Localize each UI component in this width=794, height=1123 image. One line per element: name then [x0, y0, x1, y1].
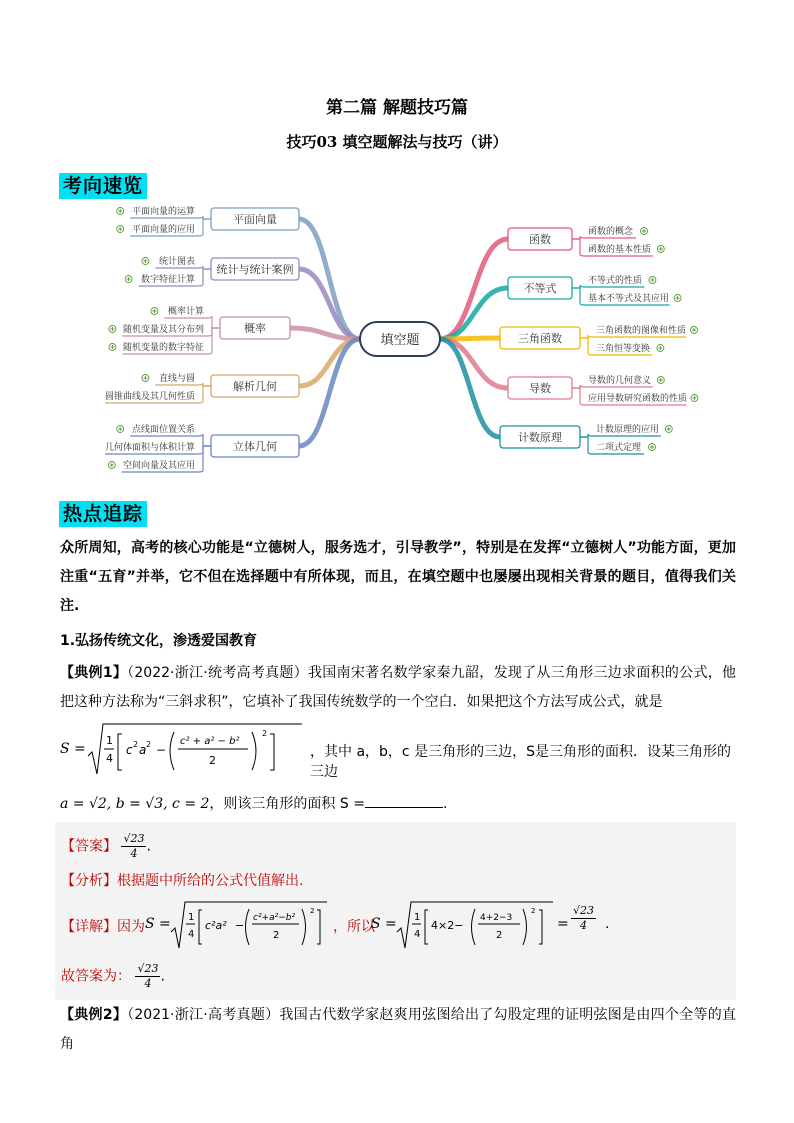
mindmap-leaf-label: 随机变量的数字特征 [122, 343, 204, 353]
mindmap-leaf-label: 随机变量及其分布列 [122, 325, 204, 335]
detail-formula-1 [169, 900, 329, 952]
mindmap-leaf-label: 三角恒等变换 [596, 344, 651, 354]
plus-circle-icon [127, 277, 131, 281]
mindmap-leaf-label: 概率计算 [167, 307, 204, 317]
mindmap-leaf-label: 平面向量的运算 [131, 207, 195, 217]
mindmap-leaf-label: 三角函数的图像和性质 [596, 326, 687, 336]
plus-circle-icon [110, 463, 114, 467]
plus-circle-icon [659, 247, 663, 251]
plus-circle-icon [110, 327, 114, 331]
detail-formula-2 [395, 900, 555, 952]
svg-text:1: 1 [414, 912, 421, 923]
svg-text:2: 2 [209, 754, 216, 767]
analysis-line [61, 870, 303, 890]
mindmap-leaf-label: 二项式定理 [596, 443, 642, 453]
mindmap-leaf-label: 导数的几何意义 [588, 376, 652, 386]
svg-text:c²a²: c²a² [205, 919, 227, 932]
mindmap-branch [299, 219, 360, 339]
mindmap-node-label: 统计与统计案例 [216, 263, 294, 276]
mindmap-leaf-label: 几何体面积与体积计算 [104, 443, 195, 453]
mindmap-leaf-label: 平面向量的应用 [131, 225, 195, 235]
example-2-text: 我国古代数学家赵爽用弦图给出了勾股定理的证明弦图是由四个全等的直角 [60, 1007, 736, 1052]
final-prefix: 故答案为： [61, 968, 131, 985]
svg-text:2: 2 [133, 740, 139, 749]
analysis-text: 根据题中所给的公式代值解出. [117, 873, 304, 889]
plus-circle-icon [650, 445, 654, 449]
answer-blank [365, 793, 443, 808]
svg-text:2: 2 [496, 930, 503, 941]
svg-text:4: 4 [106, 752, 113, 765]
svg-text:1: 1 [106, 734, 113, 747]
mindmap-node-label: 计数原理 [518, 431, 562, 444]
plus-circle-icon [118, 427, 122, 431]
plus-circle-icon [143, 259, 147, 263]
svg-text:4+2−3: 4+2−3 [480, 913, 513, 923]
intro-paragraph: 众所周知，高考的核心功能是“立德树人，服务选才，引导教学”，特别是在发挥“立德树人”功能方面，更加注重“五育”并举，它不但在选择题中有所体现，而且，在填空题中也屡屡出现相关背景的题目，值得我们关注. [60, 540, 736, 614]
svg-text:−: − [235, 919, 245, 932]
mindmap-node-label: 三角函数 [518, 332, 562, 345]
mindmap-node-label: 导数 [529, 382, 551, 395]
mindmap-node-label: 不等式 [523, 282, 557, 295]
final-answer-line: 故答案为： $\frac{√23}{4}$ . [61, 962, 165, 990]
example-1-text-a: 我国南宋著名数学家秦九韶，发现了从三角形三边求面积的公式，他把这种方法称为“三斜求积”，它填补了我国传统数学的一个空白．如果把这个方法写成公式，就是 [60, 665, 737, 710]
example-2 [60, 1001, 736, 1059]
answer-box [55, 822, 736, 1000]
mindmap-leaf-label: 计数原理的应用 [596, 425, 660, 435]
plus-circle-icon [692, 396, 696, 400]
svg-text:c²+a²−b²: c²+a²−b² [253, 913, 296, 923]
svg-text:c: c [126, 743, 133, 757]
plus-circle-icon [118, 227, 122, 231]
example-1-text-b: ，其中 a，b，c 是三角形的三边，S是三角形的面积．设某三角形的三边 [310, 744, 731, 780]
analysis-label: 【分析】 [61, 873, 117, 889]
example-1-label: 【典例1】 [60, 665, 128, 681]
plus-circle-icon [650, 278, 654, 282]
final-fraction: $\frac{√23}{4}$ [137, 962, 159, 990]
mindmap-leaf-label: 函数的基本性质 [588, 245, 652, 255]
page-title: 第二篇 解题技巧篇 [326, 98, 468, 118]
svg-text:2: 2 [273, 930, 280, 941]
plus-circle-icon [642, 229, 646, 233]
answer-line: 【答案】 $\frac{√23}{4}$ . [61, 832, 151, 860]
page-subtitle: 技巧03 填空题解法与技巧（讲） [286, 133, 508, 151]
detail-s2: S = [371, 916, 397, 932]
mindmap-leaf-label: 函数的概念 [588, 227, 634, 237]
section-hotspot-label: 热点追踪 [59, 501, 147, 527]
svg-text:a: a [139, 743, 147, 757]
detail-s: S = [145, 916, 171, 932]
detail-line: 【详解】 因为 S = 1 4 c²a² − c²+a²−b² 2 2 ，所以 S = 1 4 4×2− 4+2−3 2 2 = $\frac{√23}{4}$ . [61, 900, 731, 952]
example-2-label: 【典例2】 [60, 1007, 128, 1023]
svg-text:2: 2 [146, 740, 152, 749]
mindmap-node-label: 立体几何 [233, 440, 277, 453]
topic-heading: 1.弘扬传统文化，渗透爱国教育 [60, 633, 258, 649]
plus-circle-icon [692, 328, 696, 332]
plus-circle-icon [667, 427, 671, 431]
mindmap-leaf-label: 应用导数研究函数的性质 [588, 394, 688, 404]
svg-text:4×2−: 4×2− [431, 919, 464, 932]
answer-label: 【答案】 [61, 838, 117, 855]
mindmap-center-label: 填空题 [380, 333, 420, 348]
svg-text:1: 1 [188, 912, 195, 923]
plus-circle-icon [658, 346, 662, 350]
conditions-line [60, 793, 447, 813]
mindmap-leaf-label: 数字特征计算 [140, 275, 195, 285]
mindmap [100, 192, 700, 492]
detail-result: $\frac{√23}{4}$ [573, 904, 595, 932]
mindmap-leaf-label: 不等式的性质 [588, 276, 643, 286]
svg-text:4: 4 [414, 929, 421, 940]
detail-prefix: 因为 [117, 919, 145, 935]
mindmap-leaf-label: 基本不等式及其应用 [588, 294, 670, 304]
plus-circle-icon [143, 376, 147, 380]
plus-circle-icon [659, 378, 663, 382]
heron-formula-line [60, 722, 740, 778]
mindmap-leaf-label: 统计图表 [158, 257, 195, 267]
mindmap-leaf-label: 空间向量及其应用 [122, 461, 195, 471]
conditions: a = √2, b = √3, c = 2 [60, 796, 210, 812]
plus-circle-icon [118, 209, 122, 213]
mindmap-leaf-label: 点线面位置关系 [131, 425, 195, 435]
detail-end: . [605, 916, 610, 932]
detail-mid: ，所以 [333, 919, 375, 935]
example-1-text-c: ，则该三角形的面积 S = [209, 796, 365, 812]
mindmap-leaf-label: 圆锥曲线及其几何性质 [104, 392, 195, 402]
heron-formula [86, 722, 304, 778]
example-1-source: （2022·浙江·统考高考真题） [127, 665, 308, 681]
detail-label: 【详解】 [61, 919, 117, 935]
mindmap-leaf-label: 直线与圆 [158, 374, 195, 384]
mindmap-node-label: 解析几何 [233, 380, 277, 393]
svg-text:−: − [156, 743, 167, 757]
example-1 [60, 659, 736, 717]
example-1-period: . [442, 796, 448, 812]
svg-text:2: 2 [262, 729, 268, 738]
mindmap-branch [299, 339, 360, 446]
mindmap-branch [440, 339, 500, 437]
section-overview-label: 考向速览 [59, 173, 147, 199]
plus-circle-icon [110, 345, 114, 349]
svg-text:2: 2 [310, 907, 315, 915]
answer-fraction: $\frac{√23}{4}$ [123, 832, 145, 860]
svg-text:4: 4 [188, 929, 195, 940]
svg-text:2: 2 [531, 907, 536, 915]
plus-circle-icon [676, 296, 680, 300]
mindmap-node-label: 函数 [529, 233, 551, 246]
svg-text:c² + a² − b²: c² + a² − b² [180, 736, 240, 747]
formula-lhs: S = [60, 741, 86, 757]
mindmap-node-label: 概率 [244, 322, 266, 335]
example-2-source: （2021·浙江·高考真题） [127, 1007, 280, 1023]
mindmap-node-label: 平面向量 [233, 213, 277, 226]
plus-circle-icon [152, 309, 156, 313]
section-hotspot-badge [59, 499, 147, 526]
